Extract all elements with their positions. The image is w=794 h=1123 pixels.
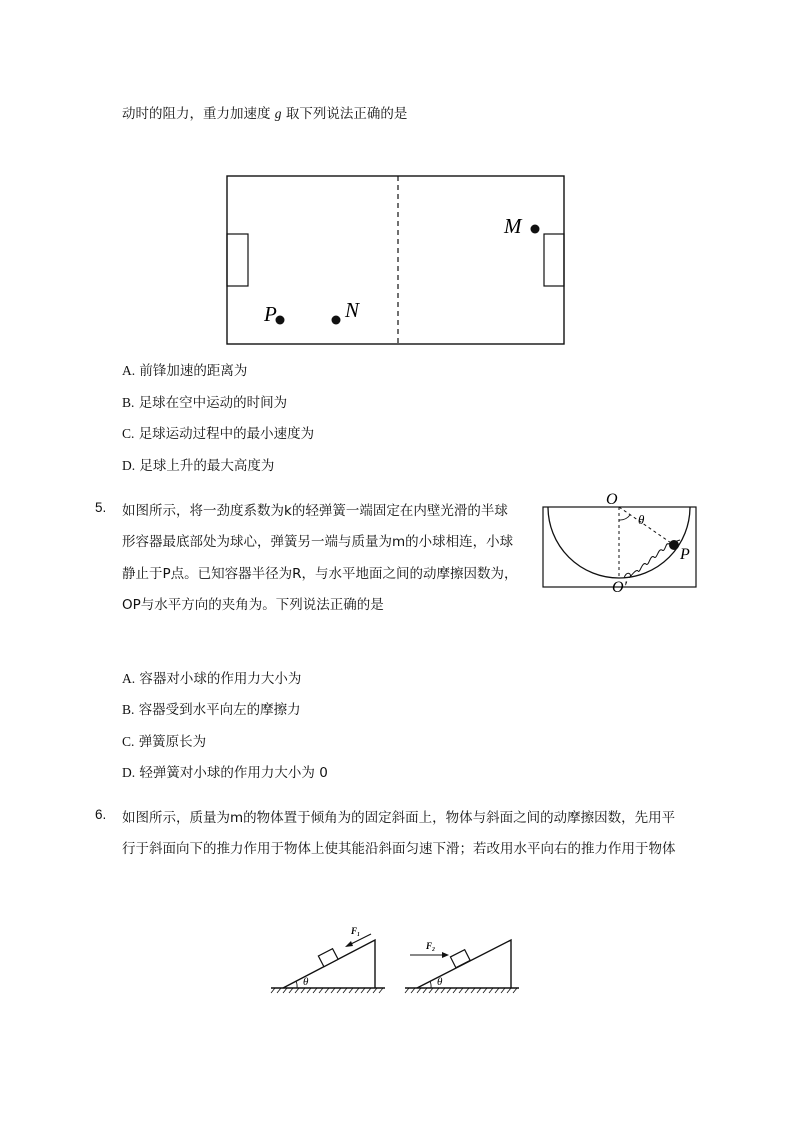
label-theta-right: θ <box>437 976 443 988</box>
q6-line-1: 如图所示，质量为m的物体置于倾角为的固定斜面上，物体与斜面之间的动摩擦因数，先用平 <box>122 810 676 826</box>
point-P <box>276 316 285 325</box>
q5-option-d-text: 轻弹簧对小球的作用力大小为 0 <box>139 765 328 781</box>
q5-line-4: OP与水平方向的夹角为。下列说法正确的是 <box>122 597 384 613</box>
label-theta-left: θ <box>303 976 309 988</box>
q5-option-b-text: 容器受到水平向左的摩擦力 <box>138 702 301 718</box>
q5-option-c-letter: C. <box>122 734 135 749</box>
angle-arc-left <box>296 981 297 988</box>
label-M: M <box>504 214 522 238</box>
q5-option-b <box>122 698 301 718</box>
q5-line-3: 静止于P点。已知容器半径为R，与水平地面之间的动摩擦因数为， <box>122 566 518 582</box>
q4-option-a-letter: A. <box>122 363 136 378</box>
point-M <box>531 225 540 234</box>
incline-figure <box>265 922 527 996</box>
q4-option-c-letter: C. <box>122 426 135 441</box>
q4-option-d-text: 足球上升的最大高度为 <box>139 458 275 474</box>
block-left <box>318 949 338 967</box>
q5-option-b-letter: B. <box>122 702 135 717</box>
label-F1: F₁ <box>351 926 361 936</box>
intro-g: g <box>274 106 282 121</box>
q5-number: 5. <box>95 500 107 515</box>
q4-option-a <box>122 359 247 379</box>
q4-option-d-letter: D. <box>122 458 136 473</box>
q5-option-c-text: 弹簧原长为 <box>138 734 207 750</box>
q5-option-d <box>122 761 328 781</box>
intro-rest: 取下列说法正确的是 <box>285 106 408 122</box>
q4-option-b-text: 足球在空中运动的时间为 <box>138 395 288 411</box>
q5-line-2: 形容器最底部处为球心，弹簧另一端与质量为m的小球相连，小球 <box>122 534 514 550</box>
ground-hatch-right <box>405 988 517 993</box>
q5-option-d-letter: D. <box>122 765 136 780</box>
left-goal-box <box>227 234 248 286</box>
force-F2-arrowhead <box>442 952 449 958</box>
ground-hatch-left <box>271 988 383 993</box>
soccer-field-figure <box>220 170 572 350</box>
q5-option-a-text: 容器对小球的作用力大小为 <box>139 671 302 687</box>
q5-option-a-letter: A. <box>122 671 136 686</box>
q5-option-c <box>122 730 206 750</box>
angle-arc <box>619 515 630 520</box>
label-N: N <box>345 298 360 322</box>
block-right <box>450 950 470 968</box>
label-F2: F₂ <box>426 941 436 951</box>
ball-P <box>669 540 679 550</box>
label-O: O <box>606 491 618 508</box>
label-O-prime: O′ <box>612 579 628 592</box>
q4-option-b-letter: B. <box>122 395 135 410</box>
point-N <box>332 316 341 325</box>
q6-number: 6. <box>95 807 107 822</box>
label-theta: θ <box>638 512 645 527</box>
label-P: P <box>680 546 690 563</box>
q4-option-c-text: 足球运动过程中的最小速度为 <box>138 426 315 442</box>
right-goal-box <box>544 234 564 286</box>
radius-OP-dashed <box>619 507 674 545</box>
hemisphere-figure <box>540 490 702 592</box>
q4-option-b <box>122 391 287 411</box>
angle-arc-right <box>430 981 431 988</box>
intro-text: 动时的阻力，重力加速度 <box>122 106 271 122</box>
q4-option-c <box>122 422 314 442</box>
q4-option-a-text: 前锋加速的距离为 <box>139 363 248 379</box>
intro-line <box>122 102 407 122</box>
q5-option-a <box>122 667 301 687</box>
q5-line-1: 如图所示，将一劲度系数为k的轻弹簧一端固定在内壁光滑的半球 <box>122 503 508 519</box>
q4-option-d <box>122 454 274 474</box>
force-F1-arrowhead <box>345 941 353 947</box>
label-P: P <box>264 302 277 326</box>
q6-line-2: 行于斜面向下的推力作用于物体上使其能沿斜面匀速下滑；若改用水平向右的推力作用于物体 <box>122 841 676 857</box>
